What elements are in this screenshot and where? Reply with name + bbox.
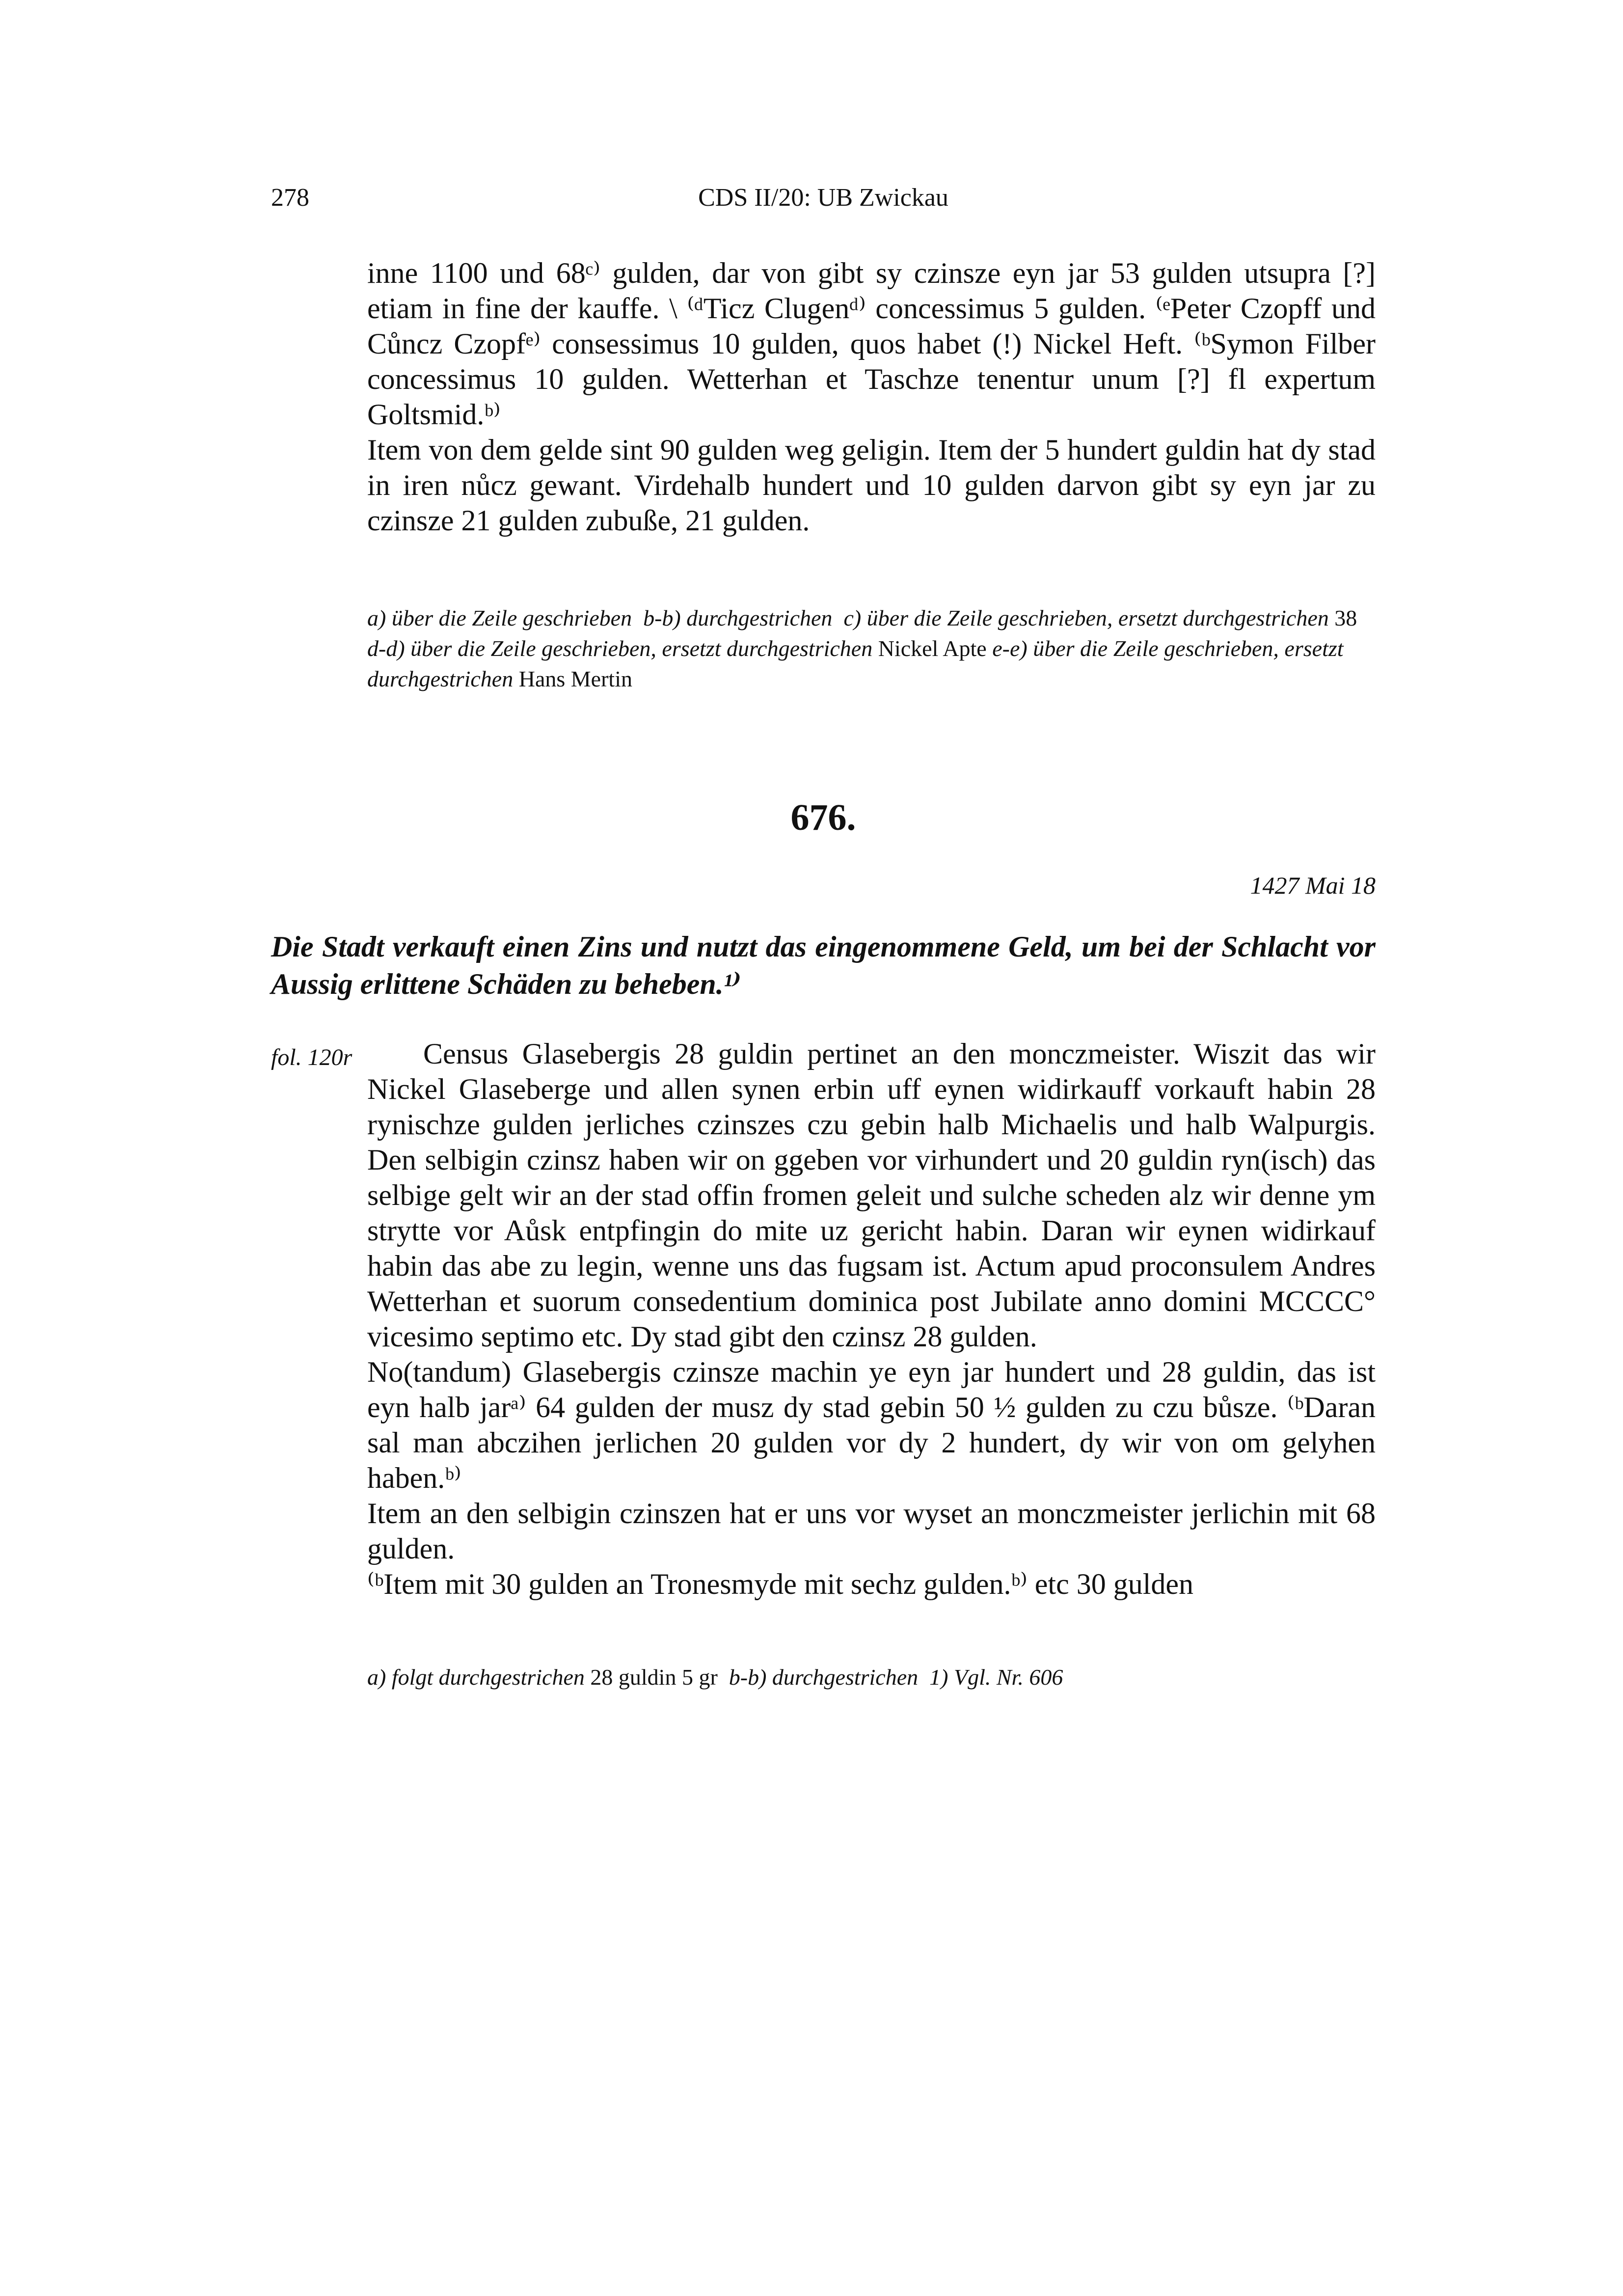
apparatus-note-b: b-b) durchgestrichen — [729, 1665, 919, 1690]
apparatus-note-a-value: 28 guldin 5 gr — [590, 1665, 718, 1690]
running-head: CDS II/20: UB Zwickau — [698, 184, 948, 212]
previous-entry-text — [367, 255, 1376, 538]
apparatus-note-d: d-d) über die Zeile geschrieben, ersetzt durchgestrichen — [367, 636, 873, 661]
previous-entry-paragraph: Item von dem gelde sint 90 gulden weg geligin. Item der 5 hundert guldin hat dy stad in iren nůcz gewant. Virdehalb hundert und 10 gulden darvon gibt sy eyn jar zu czinsze 21 gulden zubuße, 21 gulden. — [367, 434, 1376, 537]
apparatus-note-e: e-e) über die Zeile geschrieben, ersetzt durchgestrichen — [367, 636, 1344, 691]
apparatus-note-b: b-b) durchgestrichen — [643, 605, 833, 630]
apparatus-note-d-value: Nickel Apte — [878, 636, 987, 661]
document-apparatus — [367, 1662, 1376, 1693]
page-number: 278 — [271, 184, 309, 212]
document-text — [367, 1036, 1376, 1602]
document-paragraph: Census Glasebergis 28 guldin pertinet an den monczmeister. Wiszit das wir Nickel Glaseberge und allen synen erbin uff eynen widirkauff vorkauft habin 28 rynischze gulden jerliches czinszes czu gebin halb Michaelis und halb Walpurgis. Den selbigin czinsz haben wir on ggeben vor virhundert und 20 guldin ryn(isch) das selbige gelt wir an der stad offin fromen geleit und sulche scheden alz wir denne ym strytte vor Aůsk entpfingin do mite uz gericht habin. Daran wir eynen widirkauf habin das abe zu legin, wenne uns das fugsam ist. Actum apud proconsulem Andres Wetterhan et suorum consedentium dominica post Jubilate anno domini MCCCC° vicesimo septimo etc. Dy stad gibt den czinsz 28 gulden. — [367, 1038, 1376, 1353]
folio-reference: fol. 120r — [271, 1044, 352, 1070]
apparatus-note-c-value: 38 — [1334, 605, 1357, 630]
apparatus-note-c: c) über die Zeile geschrieben, ersetzt durchgestrichen — [843, 605, 1329, 630]
footnote-1: 1) Vgl. Nr. 606 — [929, 1665, 1063, 1690]
apparatus-note-a: a) folgt durchgestrichen — [367, 1665, 585, 1690]
document-date: 1427 Mai 18 — [1250, 872, 1376, 899]
apparatus-note-a: a) über die Zeile geschrieben — [367, 605, 632, 630]
previous-entry-apparatus — [367, 603, 1376, 694]
document-paragraph: Item an den selbigin czinszen hat er uns vor wyset an monczmeister jerlichin mit 68 gulden. — [367, 1497, 1376, 1565]
document-paragraph: No(tandum) Glasebergis czinsze machin ye eyn jar hundert und 28 guldin, das ist eyn halb jarᵃ⁾ 64 gulden der musz dy stad gebin 50 ½ gulden zu czu bůsze. ⁽ᵇDaran sal man abczihen jerlichen 20 gulden vor dy 2 hundert, dy wir von om gelyhen haben.ᵇ⁾ — [367, 1356, 1376, 1494]
document-number: 676. — [790, 797, 856, 838]
page-header — [271, 181, 1376, 215]
document-paragraph: ⁽ᵇItem mit 30 gulden an Tronesmyde mit sechz gulden.ᵇ⁾ etc 30 gulden — [367, 1568, 1194, 1600]
previous-entry-paragraph: inne 1100 und 68ᶜ⁾ gulden, dar von gibt sy czinsze eyn jar 53 gulden utsupra [?] etiam in fine der kauffe. \ ⁽ᵈTicz Clugenᵈ⁾ concessimus 5 gulden. ⁽ᵉPeter Czopff und Cůncz Czopfᵉ⁾ consessimus 10 gulden, quos habet (!) Nickel Heft. ⁽ᵇSymon Filber concessimus 10 gulden. Wetterhan et Taschze tenentur unum [?] fl expertum Goltsmid.ᵇ⁾ — [367, 257, 1376, 431]
apparatus-note-e-value: Hans Mertin — [518, 666, 632, 691]
document-regest: Die Stadt verkauft einen Zins und nutzt das eingenommene Geld, um bei der Schlacht vor Aussig erlittene Schäden zu beheben.¹⁾ — [271, 930, 1376, 1000]
